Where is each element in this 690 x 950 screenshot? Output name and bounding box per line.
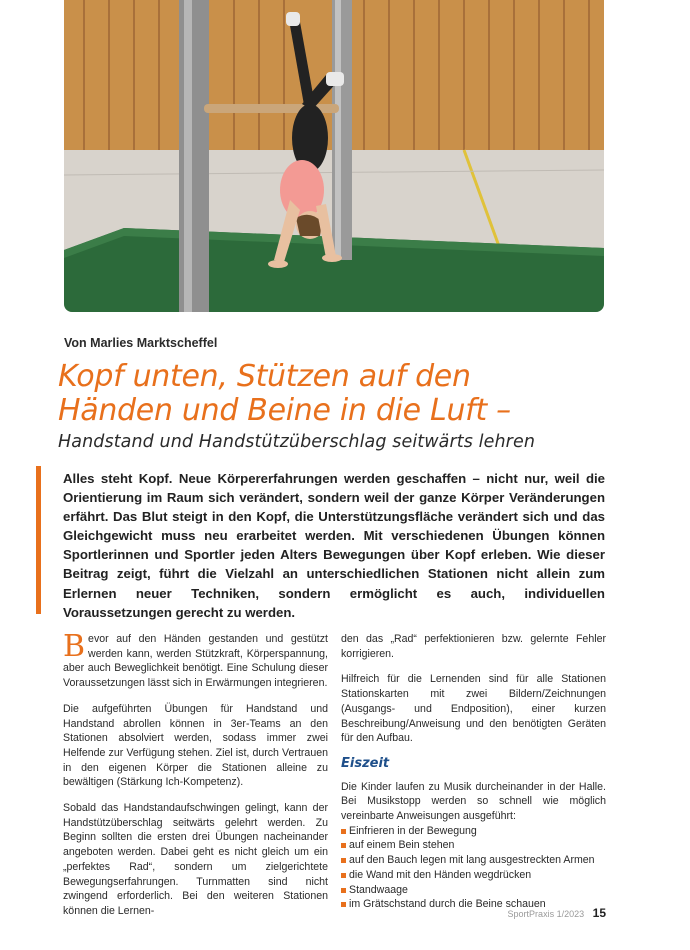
left-paragraph-2: Die aufgeführten Übungen für Handstand und Handstand abrollen können in 3er-Teams an den Stationen absolviert werden, sodass immer zwei Helfende zur Verfügung stehen. Ziel ist, durch Vertrauen in den eigenen Körper die Stationen alleine zu bewältigen (Stärkung Ich-Kompetenz). <box>63 702 328 789</box>
lead-accent-bar <box>36 466 41 614</box>
cover-photo <box>64 0 604 312</box>
list-item: auf einem Bein stehen <box>341 838 606 853</box>
section-heading-eiszeit: Eiszeit <box>341 755 390 771</box>
left-paragraph-1 <box>63 629 328 691</box>
list-item: Einfrieren in der Bewegung <box>341 824 606 839</box>
page-number: 15 <box>592 906 606 920</box>
title-line-2: Händen und Beine in die Luft – <box>58 393 511 428</box>
right-paragraph-2: Hilfreich für die Lernenden sind für alle Stationen Stationskarten mit zwei Bildern/Zeichnungen (Ausgangs- und Endposition), einer kurzen Beschreibung/Anweisung und den benötigten Geräten für den Aufbau. <box>341 673 606 745</box>
left-column <box>63 629 328 930</box>
list-item: im Grätschstand durch die Beine schauen <box>341 897 606 912</box>
right-column <box>341 632 606 912</box>
author-byline: Von Marlies Marktscheffel <box>64 336 218 350</box>
magazine-name: SportPraxis <box>507 909 555 919</box>
left-paragraph-3: Sobald das Handstandaufschwingen gelingt, kann der Handstützüberschlag seitwärts gelehrt werden. Zu Beginn sollten die ersten drei Übungen nacheinander angeboten werden. Dabei geht es nicht gleich um ein „perfektes Rad“, sondern um zielgerichtete Bewegungserfahrungen. Turnmatten sind nicht zwingend erforderlich. Bei den weiteren Stationen können die Lernen- <box>63 802 328 917</box>
list-item: die Wand mit den Händen wegdrücken <box>341 868 606 883</box>
page-title <box>58 360 658 428</box>
issue-number: 1/2023 <box>556 909 585 919</box>
drop-cap: B <box>63 629 86 664</box>
page-subtitle: Handstand und Handstützüberschlag seitwärts lehren <box>58 432 536 452</box>
page-footer <box>508 906 606 920</box>
title-line-1: Kopf unten, Stützen auf den <box>58 359 471 394</box>
right-paragraph-1: den das „Rad“ perfektionieren bzw. gelernte Fehler korrigieren. <box>341 633 606 660</box>
list-item: Standwaage <box>341 883 606 898</box>
right-paragraph-3: Die Kinder laufen zu Musik durcheinander in der Halle. Bei Musikstopp werden so schnell wie möglich vereinbarte Anweisungen ausgeführt: <box>341 780 606 823</box>
instruction-list <box>341 824 606 912</box>
lead-paragraph: Alles steht Kopf. Neue Körpererfahrungen werden geschaffen – nicht nur, weil die Orientierung im Raum sich verändert, sondern weil der ganze Körper Veränderungen erfährt. Das Blut steigt in den Kopf, die Unterstützungsfläche verändert sich und das Gleichgewicht muss neu erarbeitet werden. Mit verschiedenen Übungen können Sportlerinnen und Sportler jeden Alters Bewegungen über Kopf erleben. Wie dieser Beitrag zeigt, führt die Vielzahl an unterschiedlichen Stationen nicht allein zum Erlernen neuer Techniken, sondern ermöglicht es auch, individuellen Voraussetzungen gerecht zu werden. <box>63 471 605 620</box>
left-paragraph-1-text: evor auf den Händen gestanden und gestützt werden kann, werden Stützkraft, Körperspannung, aber auch Beweglichkeit benötigt. Eine Schulung dieser Voraussetzungen lässt sich in Erwärmungen integrieren. <box>63 633 328 690</box>
list-item: auf den Bauch legen mit lang ausgestreckten Armen <box>341 853 606 868</box>
